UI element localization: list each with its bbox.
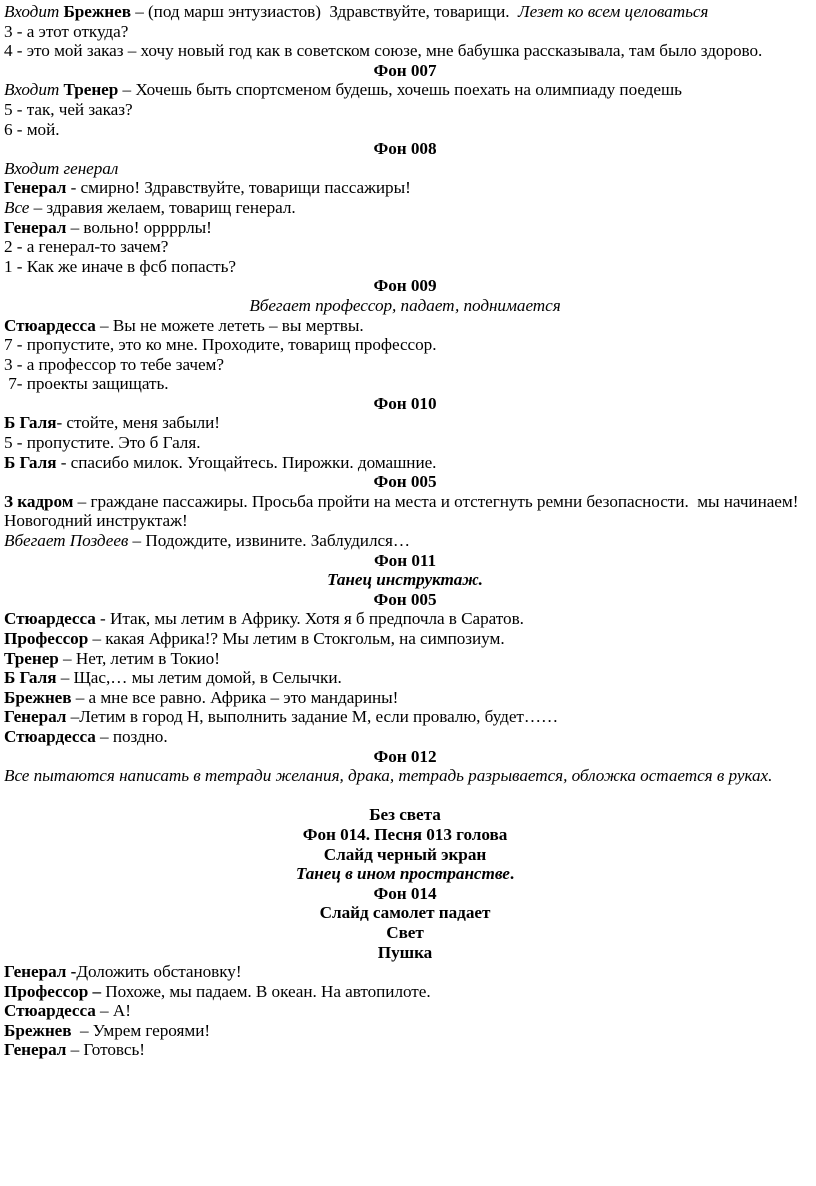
script-heading-line (4, 276, 806, 296)
text-run: Танец инструктаж. (327, 570, 483, 590)
text-run: Входит генерал (4, 158, 119, 178)
script-dialogue-line (4, 962, 806, 982)
text-run: – граждане пассажиры. Просьба пройти на места и отстегнуть ремни безопасности. мы начинаем! Новогодний инструктаж! (4, 491, 803, 531)
script-dialogue-line (4, 413, 806, 433)
script-heading-line (4, 61, 806, 81)
text-run: Фон 009 (373, 276, 437, 296)
text-run: – какая Африка!? Мы летим в Стокгольм, на симпозиум. (88, 629, 505, 648)
text-run: Генерал (4, 178, 67, 198)
script-heading-line (4, 884, 806, 904)
script-dialogue-line (4, 198, 806, 218)
script-heading-line (4, 590, 806, 610)
text-run: – здравия желаем, товарищ генерал. (29, 197, 296, 217)
script-heading-line (4, 394, 806, 414)
script-dialogue-line (4, 453, 806, 473)
text-run: – Подождите, извините. Заблудился… (128, 531, 411, 551)
text-run: - спасибо милок. Угощайтесь. Пирожки. домашние. (56, 452, 437, 472)
text-run: Лезет ко всем целоваться (518, 2, 709, 21)
script-dialogue-line (4, 609, 806, 629)
text-run: Стюардесса (4, 1001, 96, 1021)
text-run: 4 - это мой заказ – хочу новый год как в советском союзе, мне бабушка рассказывала, там было здорово. (4, 41, 763, 61)
script-dialogue-line (4, 629, 806, 649)
script-dialogue-line (4, 668, 806, 688)
script-dialogue-line (4, 1001, 806, 1021)
text-run: –Летим в город Н, выполнить задание М, если провалю, будет…… (66, 707, 559, 727)
script-heading-line (4, 805, 806, 825)
text-run: . (509, 864, 515, 884)
script-heading-line (4, 825, 806, 845)
text-run: 7 - пропустите, это ко мне. Проходите, товарищ профессор. (4, 335, 437, 355)
script-heading-line (4, 551, 806, 571)
text-run: 6 - мой. (4, 119, 60, 139)
script-dialogue-line (4, 335, 806, 355)
text-run: Брежнев (4, 1020, 76, 1040)
text-run: – Вы не можете лететь – вы мертвы. (95, 315, 364, 335)
text-run: Брежнев (4, 687, 72, 707)
text-run: Без света (369, 805, 441, 825)
text-run: 2 - а генерал-то зачем? (4, 237, 169, 257)
text-run: – А! (95, 1001, 131, 1021)
script-dialogue-line (4, 218, 806, 238)
text-run: 3 - а этот откуда? (4, 21, 129, 41)
text-run: – вольно! оррррлы! (66, 217, 212, 237)
script-dialogue-line (4, 433, 806, 453)
text-run: 5 - пропустите. Это б Галя. (4, 433, 201, 453)
script-heading-line (4, 943, 806, 963)
script-dialogue-line (4, 159, 806, 179)
text-run: Фон 005 (373, 472, 437, 492)
text-run: Фон 005 (373, 589, 437, 609)
text-run: - смирно! Здравствуйте, товарищи пассажиры! (66, 178, 411, 198)
text-run: 1 - Как же иначе в фсб попасть? (4, 256, 237, 276)
text-run: Слайд самолет падает (319, 903, 491, 923)
text-run: Фон 014. Песня 013 голова (302, 824, 508, 844)
script-dialogue-line (4, 1040, 806, 1060)
text-run: Тренер (4, 648, 59, 668)
script-dialogue-line (4, 688, 806, 708)
paragraph-spacer (4, 786, 806, 806)
script-dialogue-line (4, 80, 806, 100)
text-run: Фон 008 (373, 139, 437, 159)
text-run: Генерал - (4, 962, 77, 982)
script-dialogue-line (4, 237, 806, 257)
script-heading-line (4, 903, 806, 923)
text-run: – Нет, летим в Токио! (58, 648, 220, 668)
text-run: Похоже, мы падаем. В океан. На автопилоте. (101, 981, 431, 1001)
script-dialogue-line (4, 178, 806, 198)
text-run: Генерал (4, 1040, 67, 1060)
script-dialogue-line (4, 257, 806, 277)
text-run: Генерал (4, 217, 67, 237)
text-run: Профессор – (4, 981, 102, 1001)
text-run: Доложить обстановку! (76, 962, 242, 982)
text-run: – (под марш энтузиастов) Здравствуйте, товарищи. (130, 2, 519, 21)
text-run: Б Галя (4, 668, 57, 688)
text-run: – Умрем героями! (75, 1020, 211, 1040)
text-run: Брежнев (63, 2, 131, 21)
text-run: 7- проекты защищать. (4, 374, 169, 394)
script-dialogue-line (4, 2, 806, 22)
text-run: 3 - а профессор то тебе зачем? (4, 354, 224, 374)
text-run: З кадром (4, 491, 74, 511)
text-run: – Щас,… мы летим домой, в Селычки. (56, 668, 342, 688)
text-run: Пушка (377, 942, 433, 962)
text-run: Фон 010 (373, 393, 437, 413)
text-run: Вбегает профессор, падает, поднимается (249, 295, 561, 315)
script-dialogue-line (4, 727, 806, 747)
text-run: Фон 011 (373, 550, 437, 570)
script-dialogue-line (4, 22, 806, 42)
text-run: – а мне все равно. Африка – это мандарины! (71, 687, 399, 707)
script-heading-line (4, 923, 806, 943)
text-run: Стюардесса (4, 726, 96, 746)
script-heading-line (4, 139, 806, 159)
text-run: Вбегает Поздеев (4, 531, 129, 551)
text-run: Входит (4, 80, 64, 100)
text-run: Б Галя (4, 413, 57, 433)
text-run: Фон 007 (373, 60, 437, 80)
text-run: Фон 014 (373, 883, 437, 903)
text-run: - Итак, мы летим в Африку. Хотя я б предпочла в Саратов. (95, 609, 524, 629)
text-run: 5 - так, чей заказ? (4, 99, 133, 119)
script-dialogue-line (4, 355, 806, 375)
script-dialogue-line (4, 120, 806, 140)
script-dialogue-line (4, 41, 806, 61)
script-dialogue-line (4, 374, 806, 394)
text-run: Тренер (63, 80, 119, 100)
script-heading-line (4, 570, 806, 590)
text-run: Б Галя (4, 452, 57, 472)
text-run: Фон 012 (373, 746, 437, 766)
text-run: Свет (386, 922, 424, 942)
script-heading-line (4, 845, 806, 865)
script-heading-line (4, 747, 806, 767)
script-heading-line (4, 296, 806, 316)
text-run: – поздно. (95, 726, 168, 746)
script-dialogue-line (4, 492, 806, 531)
script-dialogue-line (4, 100, 806, 120)
text-run: Стюардесса (4, 315, 96, 335)
text-run: Стюардесса (4, 609, 96, 629)
script-dialogue-line (4, 316, 806, 336)
script-dialogue-line (4, 649, 806, 669)
text-run: Профессор (4, 629, 89, 648)
script-heading-line (4, 864, 806, 884)
text-run: Танец в ином пространстве (295, 864, 510, 884)
script-dialogue-line (4, 531, 806, 551)
script-body (4, 2, 806, 1060)
script-dialogue-line (4, 766, 806, 786)
script-heading-line (4, 472, 806, 492)
text-run: Все (4, 197, 30, 217)
text-run: – Готовсь! (66, 1040, 145, 1060)
text-run: Все пытаются написать в тетради желания, драка, тетрадь разрывается, обложка остается в руках. (4, 766, 773, 786)
script-dialogue-line (4, 1021, 806, 1041)
script-dialogue-line (4, 707, 806, 727)
text-run: Входит (4, 2, 64, 21)
text-run: Слайд черный экран (323, 844, 487, 864)
text-run: - стойте, меня забыли! (56, 413, 220, 433)
script-dialogue-line (4, 982, 806, 1002)
text-run: Генерал (4, 707, 67, 727)
text-run: – Хочешь быть спортсменом будешь, хочешь поехать на олимпиаду поедешь (118, 80, 682, 100)
